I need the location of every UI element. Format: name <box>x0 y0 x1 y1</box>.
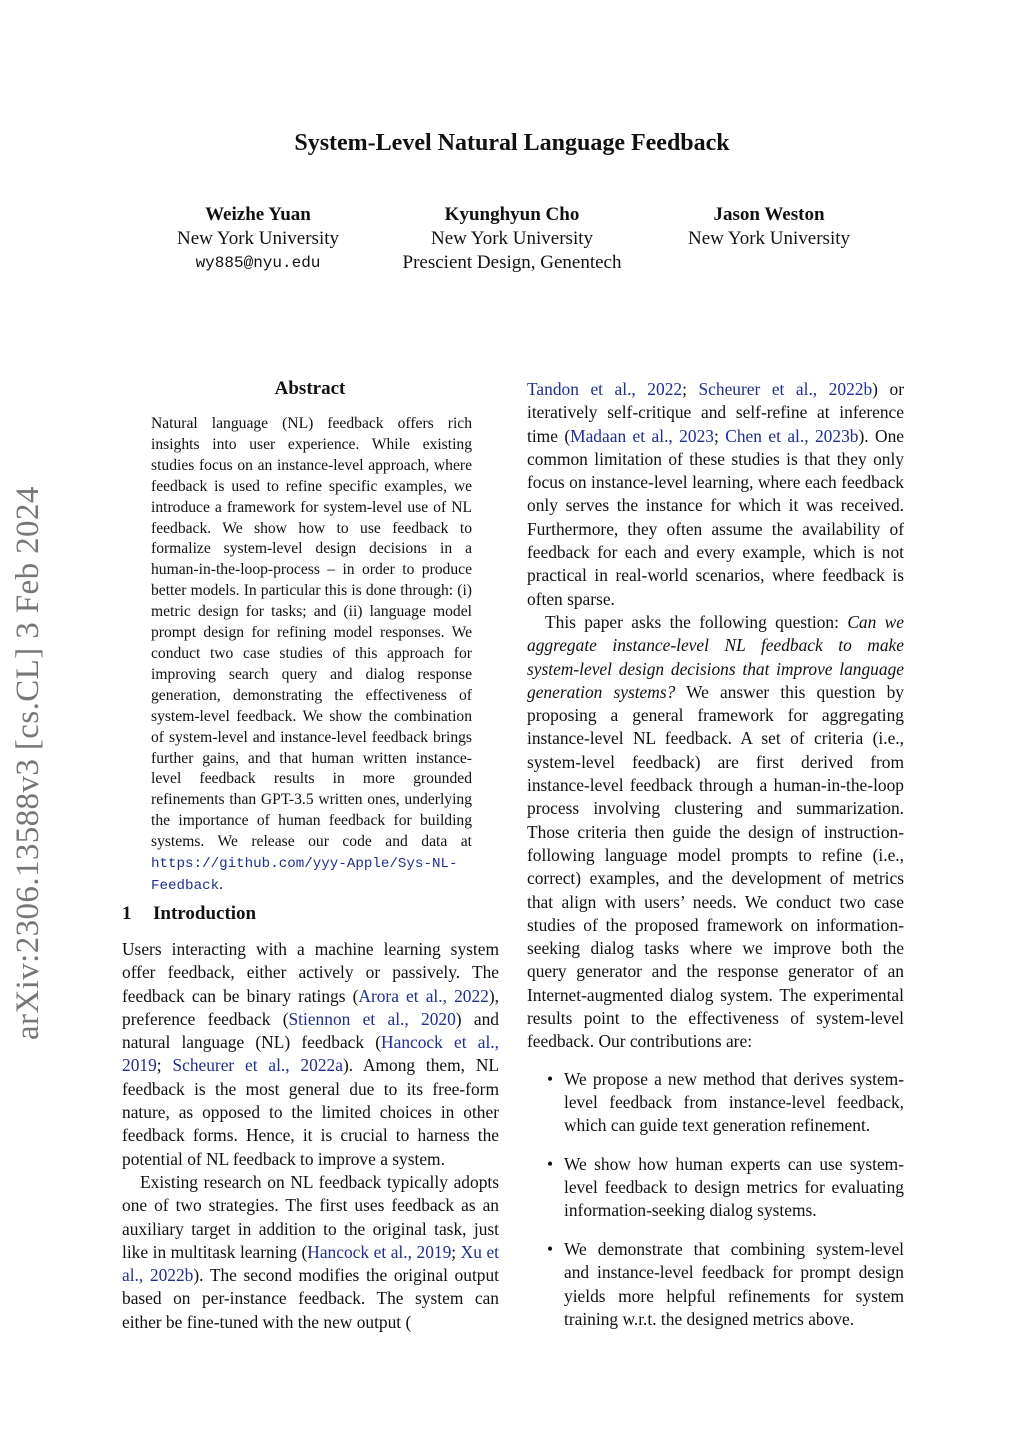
text-run: One common limitation of these studies is that they only focus on instance-level learning, where each feedback only serves the instance for which it was received. Furthermore, they often assume the availability of feedback for each and every example, which is not practical in real-world scenarios, where feedback is often sparse. <box>527 425 904 609</box>
intro-paragraph-3 <box>527 611 904 1054</box>
arxiv-stamp: arXiv:2306.13588v3 [cs.CL] 3 Feb 2024 <box>10 486 46 1040</box>
text-run: Users interacting with a machine learning system offer feedback, either actively or passively. The feedback can be binary ratings ( <box>122 939 499 1006</box>
text-run: ) and natural language (NL) feedback ( <box>122 1008 499 1053</box>
citation-link[interactable]: Chen et al., 2023b <box>725 425 859 446</box>
research-question: Can we aggregate instance-level NL feedback to make system-level design decisions that improve language generation systems? <box>527 611 905 702</box>
citation-link[interactable]: Madaan et al., 2023 <box>570 425 714 446</box>
bullet-icon: • <box>547 1153 554 1174</box>
text-run: ) <box>872 379 878 399</box>
author-block-1 <box>128 203 388 275</box>
intro-paragraph-1 <box>122 938 499 1171</box>
contribution-text: We propose a new method that derives system-level feedback from instance-level feedback, which can guide text generation refinement. <box>564 1068 904 1136</box>
abstract-heading: Abstract <box>274 378 346 399</box>
abstract-end: . <box>219 875 224 893</box>
text-run: This paper asks the following question: <box>545 611 848 632</box>
list-item <box>527 1068 904 1138</box>
text-run: or iteratively self-critique and self-refine at inference time ( <box>527 379 904 446</box>
contribution-text: We demonstrate that combining system-level and instance-level feedback for prompt design yields more helpful refinements for system training w.r.t. the designed metrics above. <box>564 1239 904 1330</box>
text-run: ), preference feedback ( <box>122 985 499 1029</box>
text-run: ). Among them, NL feedback is the most general due to its free-form nature, as opposed to the limited choices in other feedback forms. Hence, it is crucial to harness the potential of NL feedback to improve a system. <box>122 1055 499 1169</box>
section-title: Introduction <box>153 903 257 924</box>
contribution-text: We show how human experts can use system-level feedback to design metrics for evaluating information-seeking dialog systems. <box>564 1153 904 1221</box>
text-run <box>687 379 699 399</box>
citation-link[interactable]: Tandon et al., 2022 <box>527 379 683 399</box>
text-run: Existing research on NL feedback typically adopts one of two strategies. The first uses feedback as an auxiliary target in addition to the original task, just like in multitask learning ( <box>122 1171 499 1262</box>
citation-link[interactable]: Stiennon et al., 2020 <box>288 1008 456 1029</box>
text-run: ; <box>682 379 687 399</box>
section-number: 1 <box>122 903 132 924</box>
intro-paragraph-2-continued <box>527 378 904 611</box>
text-run: ; <box>156 1055 173 1076</box>
author-name: Kyunghyun Cho <box>444 204 580 225</box>
paper-title: System-Level Natural Language Feedback <box>294 130 730 156</box>
author-block-2 <box>382 203 642 275</box>
author-block-3 <box>639 203 899 251</box>
code-url-link[interactable]: https://github.com/yyy-Apple/Sys-NL-Feedback <box>151 856 458 894</box>
citation-link[interactable]: Scheurer et al., 2022b <box>698 379 873 399</box>
section-heading-introduction <box>122 903 256 925</box>
text-run: ). The second modifies the original output based on per-instance feedback. The system can either be fine-tuned with the new output ( <box>122 1265 499 1332</box>
abstract-body <box>151 414 472 897</box>
author-name: Jason Weston <box>713 204 825 225</box>
intro-paragraph-2-start <box>122 1171 499 1334</box>
author-name: Weizhe Yuan <box>205 204 311 225</box>
list-item <box>527 1153 904 1223</box>
author-affiliation: New York University <box>430 228 594 249</box>
text-run: ; <box>713 425 719 446</box>
author-affiliation: New York University <box>687 228 851 249</box>
citation-link[interactable]: Xu et al., 2022b <box>122 1241 500 1286</box>
author-email[interactable]: wy885@nyu.edu <box>195 254 321 272</box>
author-affiliation-2: Prescient Design, Genentech <box>402 252 622 273</box>
bullet-icon: • <box>547 1068 554 1089</box>
citation-link[interactable]: Arora et al., 2022 <box>358 985 489 1006</box>
contributions-list <box>527 1068 904 1332</box>
bullet-icon: • <box>547 1239 554 1260</box>
text-run: ). <box>858 425 869 446</box>
citation-link[interactable]: Hancock et al., 2019 <box>122 1032 499 1076</box>
right-column-text <box>527 378 904 1331</box>
text-run: ; <box>451 1241 461 1262</box>
list-item <box>527 1238 904 1331</box>
author-affiliation: New York University <box>176 228 340 249</box>
left-column-text <box>122 938 499 1334</box>
abstract-text: Natural language (NL) feedback offers rich insights into user experience. While existing studies focus on an instance-level approach, where feedback is used to refine specific examples, we introduce a framework for system-level use of NL feedback. We show how to use feedback to formalize system-level design decisions in a human-in-the-loop-process – in order to produce better models. In particular this is done through: (i) metric design for tasks; and (ii) language model prompt design for refining model responses. We conduct two case studies of this approach for improving search query and dialog response generation, demonstrating the effectiveness of system-level feedback. We show the combination of system-level and instance-level feedback brings further gains, and that human written instance-level feedback results in more grounded refinements than GPT-3.5 written ones, underlying the importance of human feedback for building systems. We release our code and data at <box>151 415 472 851</box>
citation-link[interactable]: Scheurer et al., 2022a <box>172 1055 343 1076</box>
citation-link[interactable]: Hancock et al., 2019 <box>307 1241 452 1262</box>
text-run: We answer this question by proposing a general framework for aggregating instance-level NL feedback. A set of criteria (i.e., system-level feedback) are first derived from instance-level feedback through a human-in-the-loop process involving clustering and summarization. Those criteria then guide the design of instruction-following language model prompts to refine (i.e., correct) examples, and the development of metrics that align with users’ needs. We conduct two case studies of the proposed framework on information-seeking dialog tasks where we improve both the query generator and the response generator of an Internet-augmented dialog system. The experimental results point to the effectiveness of system-level feedback. Our contributions are: <box>527 681 904 1052</box>
